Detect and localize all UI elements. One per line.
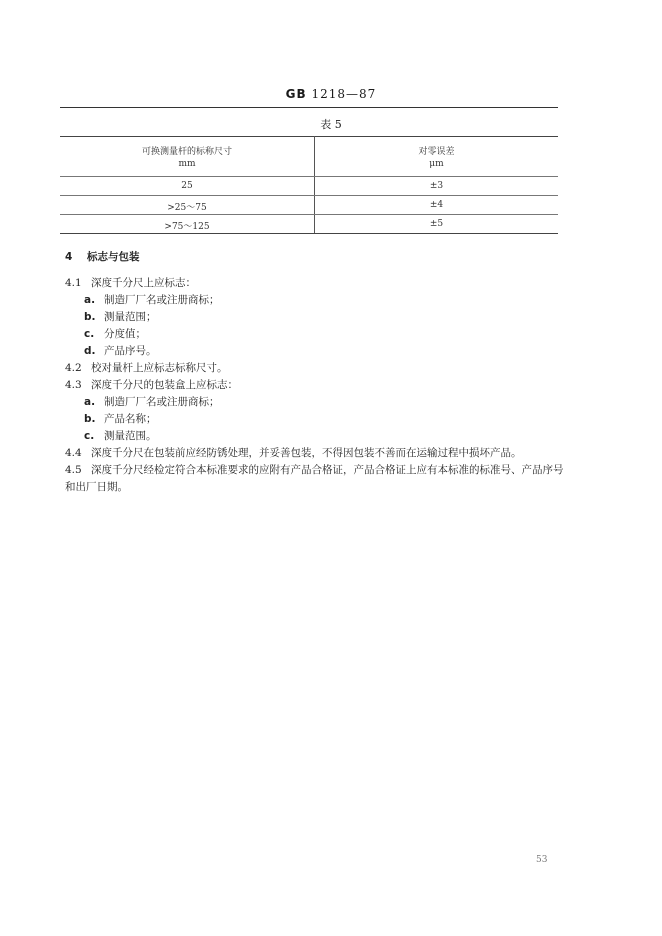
clause-4-4 (65, 445, 565, 462)
header-rule (60, 107, 558, 108)
table-row-error: ±3 (429, 181, 444, 191)
table-row-divider (60, 195, 558, 196)
list-text: 产品序号。 (104, 345, 157, 357)
list-letter: d. (84, 345, 96, 357)
clause-text: 深度千分尺经检定符合本标准要求的应附有产品合格证，产品合格证上应有本标准的标准号、产品序号和出厂日期。 (65, 464, 564, 493)
list-item (84, 428, 157, 443)
list-item (84, 343, 157, 358)
table-row-error: ±5 (429, 219, 444, 229)
clause-4-1 (65, 275, 196, 290)
table-row-size: 25 (181, 181, 193, 191)
list-text: 分度值； (104, 328, 146, 340)
clause-text: 深度千分尺在包装前应经防锈处理，并妥善包装，不得因包装不善而在运输过程中损坏产品。 (91, 447, 522, 459)
table-row-divider (60, 214, 558, 215)
clause-4-2 (65, 360, 228, 375)
list-item (84, 394, 220, 409)
section-number: 4 (65, 251, 73, 263)
clause-number: 4.2 (65, 362, 82, 374)
table-row-size: >75～125 (164, 222, 210, 232)
col1-header: 可换测量杆的标称尺寸 (141, 147, 232, 157)
list-letter: b. (84, 413, 96, 425)
standard-prefix: GB (285, 87, 307, 101)
col2-header: 对零误差 (418, 147, 455, 157)
col1-unit: mm (178, 159, 196, 169)
list-text: 制造厂厂名或注册商标； (104, 294, 220, 306)
clause-text: 深度千分尺的包装盒上应标志： (91, 379, 238, 391)
list-item (84, 411, 157, 426)
table-title: 表 5 (320, 118, 342, 131)
list-item (84, 309, 157, 324)
clause-text: 校对量杆上应标志标称尺寸。 (91, 362, 228, 374)
list-item (84, 326, 146, 341)
clause-number: 4.1 (65, 277, 82, 289)
table-bottom-border (60, 233, 558, 234)
list-letter: a. (84, 294, 96, 306)
clause-4-5 (65, 462, 565, 496)
list-item (84, 292, 220, 307)
list-text: 测量范围。 (104, 430, 157, 442)
list-letter: c. (84, 430, 95, 442)
clause-text: 深度千分尺上应标志： (91, 277, 196, 289)
standard-code: 1218—87 (311, 87, 377, 101)
table-row-size: >25～75 (167, 203, 207, 213)
page-number: 53 (536, 855, 548, 865)
table-header-divider (60, 176, 558, 177)
clause-number: 4.3 (65, 379, 82, 391)
clause-4-3 (65, 377, 238, 392)
list-text: 产品名称； (104, 413, 157, 425)
table-row-error: ±4 (429, 200, 444, 210)
list-text: 测量范围； (104, 311, 157, 323)
section-title: 标志与包装 (87, 251, 140, 263)
clause-number: 4.4 (65, 447, 82, 459)
table-top-border (60, 136, 558, 137)
list-text: 制造厂厂名或注册商标； (104, 396, 220, 408)
list-letter: b. (84, 311, 96, 323)
clause-number: 4.5 (65, 464, 82, 476)
section-4-heading (65, 249, 140, 264)
col2-unit: μm (429, 159, 444, 169)
list-letter: a. (84, 396, 96, 408)
standard-header (0, 87, 662, 101)
list-letter: c. (84, 328, 95, 340)
